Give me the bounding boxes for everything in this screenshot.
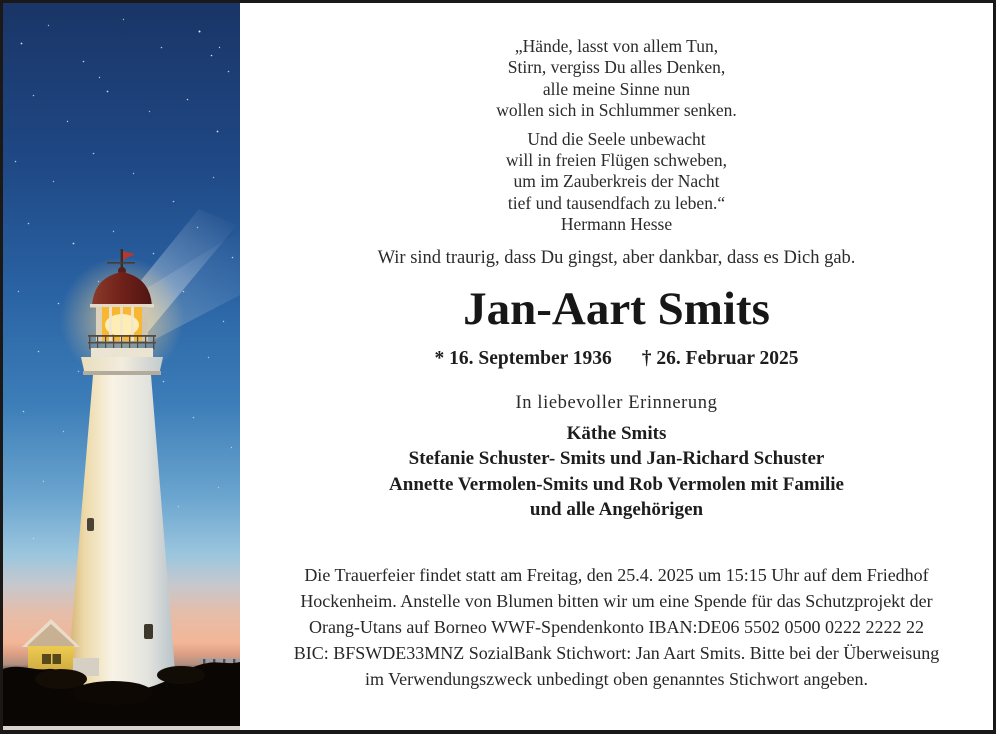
poem-line: um im Zauberkreis der Nacht — [513, 171, 720, 192]
tribute-line: Wir sind traurig, dass Du gingst, aber dankbar, dass es Dich gab. — [377, 248, 856, 268]
poem-line: Stirn, vergiss Du alles Denken, — [507, 57, 726, 78]
lighthouse-photo — [3, 3, 240, 730]
deceased-name: Jan-Aart Smits — [463, 283, 770, 335]
poem-stanza-2 — [240, 129, 993, 215]
family-names — [240, 421, 993, 523]
tower-window-upper — [87, 518, 94, 531]
memorial-intro: In liebevoller Erinnerung — [515, 393, 718, 413]
funeral-details — [240, 562, 993, 692]
photo-bottom-line — [3, 726, 240, 730]
tower-window-lower — [144, 624, 153, 639]
life-dates — [240, 348, 993, 370]
lighthouse-illustration — [3, 3, 240, 730]
funeral-line: BIC: BFSWDE33MNZ SozialBank Stichwort: Jan Aart Smits. Bitte bei der Überweisung — [293, 643, 940, 663]
poem-line: wollen sich in Schlummer senken. — [496, 100, 737, 121]
funeral-line: im Verwendungszweck unbedingt oben genanntes Stichwort angeben. — [364, 669, 869, 689]
poem-attribution: Hermann Hesse — [560, 214, 673, 235]
poem-line: „Hände, lasst von allem Tun, — [514, 36, 719, 56]
poem-line: will in freien Flügen schweben, — [505, 150, 728, 171]
funeral-line: Orang-Utans auf Borneo WWF-Spendenkonto IBAN:DE06 5502 0500 0222 2222 22 — [308, 617, 925, 637]
family-member: und alle Angehörigen — [529, 499, 704, 521]
poem-line: tief und tausendfach zu leben.“ — [507, 192, 726, 213]
funeral-line: Die Trauerfeier findet statt am Freitag, den 25.4. 2025 um 15:15 Uhr auf dem Friedhof — [304, 565, 929, 585]
poem-line: alle meine Sinne nun — [542, 78, 691, 99]
family-member: Käthe Smits — [566, 423, 667, 444]
balcony — [81, 348, 163, 375]
death-date: † 26. Februar 2025 — [641, 348, 799, 369]
gallery-railing — [88, 335, 156, 349]
family-member: Annette Vermolen-Smits und Rob Vermolen mit Familie — [389, 473, 844, 495]
poem-line: Und die Seele unbewacht — [527, 128, 706, 149]
funeral-line: Hockenheim. Anstelle von Blumen bitten wir um eine Spende für das Schutzprojekt der — [300, 591, 933, 611]
birth-date: * 16. September 1936 — [434, 348, 612, 369]
family-member: Stefanie Schuster- Smits und Jan-Richard Schuster — [408, 448, 825, 470]
poem-quote — [240, 36, 993, 236]
obituary-content — [240, 0, 993, 735]
